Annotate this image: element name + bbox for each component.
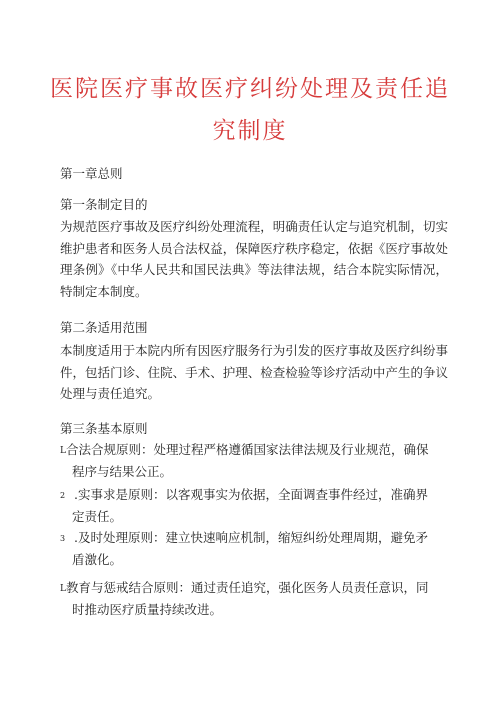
chapter-heading: 第一章总则 — [60, 166, 123, 181]
principle-item — [60, 528, 448, 570]
article-1-heading: 第一条制定目的 — [60, 197, 148, 212]
principle-item-number: 3 — [60, 534, 66, 543]
article-1-body: 为规范医疗事故及医疗纠纷处理流程，明确责任认定与追究机制，切实维护患者和医务人员合法权益，保障医疗秩序稳定，依据《医疗事故处理条例》《中华人民共和国民法典》等法律法规，结合本院实际情况，特制定本制度。 — [60, 219, 448, 299]
principle-item-text: .及时处理原则：建立快速响应机制，缩短纠纷处理周期，避免矛 — [74, 530, 428, 545]
principle-item-text: 教育与惩戒结合原则：通过责任追究，强化医务人员责任意识，同 — [65, 580, 429, 595]
principle-item-text: 合法合规原则：处理过程严格遵循国家法律法规及行业规范，确保 — [65, 442, 429, 457]
principle-item-continuation: 时推动医疗质量持续改进。 — [72, 601, 223, 617]
principle-item-continuation: 盾激化。 — [72, 551, 123, 567]
article-2-heading: 第二条适用范围 — [60, 320, 148, 335]
principle-item-text: .实事求是原则：以客观事实为依据，全面调查事件经过，准确界 — [74, 487, 428, 502]
article-2-body: 本制度适用于本院内所有因医疗服务行为引发的医疗事故及医疗纠纷事件，包括门诊、住院、手术、护理、检查检验等诊疗活动中产生的争议处理与责任追究。 — [60, 343, 448, 401]
principle-item-number: L — [60, 584, 66, 594]
document-title-line-1: 医院医疗事故医疗纠纷处理及责任追 — [50, 76, 450, 102]
document-title-line-2: 究制度 — [212, 118, 288, 144]
principle-item-number: 2 — [60, 491, 66, 500]
principle-item-continuation: 程序与结果公正。 — [72, 463, 173, 479]
principle-item-number: L — [60, 446, 66, 456]
principle-item-continuation: 定责任。 — [72, 508, 123, 524]
article-3-heading: 第三条基本原则 — [60, 421, 148, 436]
principle-item — [60, 440, 448, 482]
principle-item — [60, 578, 448, 620]
principle-item — [60, 485, 448, 527]
